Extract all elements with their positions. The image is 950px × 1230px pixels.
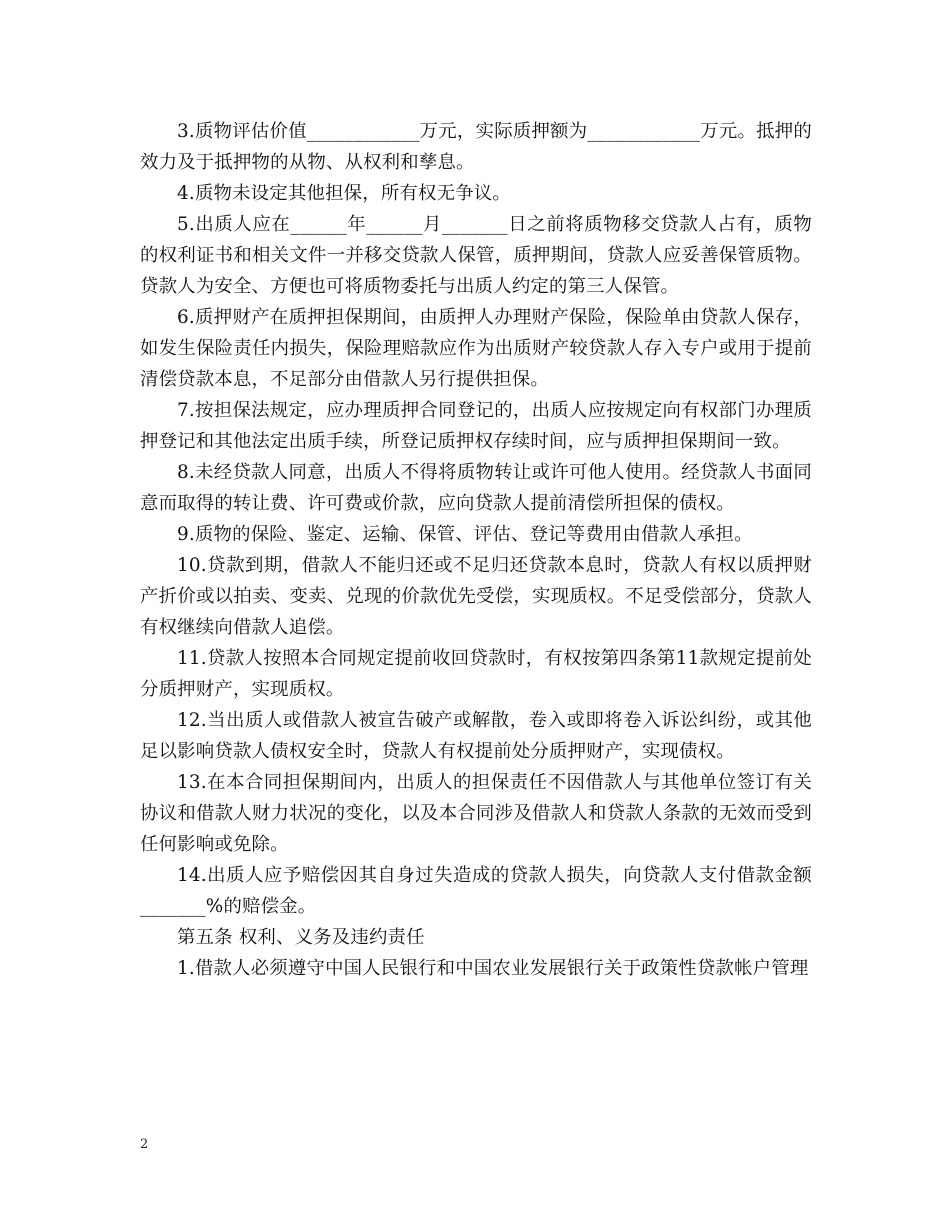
page-number: 2 [140, 1137, 149, 1152]
clause-5: 5.出质人应在______年______月_______日之前将质物移交贷款人占有，质物的权利证书和相关文件一并移交贷款人保管，质押期间，贷款人应妥善保管质物。贷款人为安全、方便也可将质物委托与出质人约定的第三人保管。 [140, 214, 812, 297]
clause-13: 13.在本合同担保期间内，出质人的担保责任不因借款人与其他单位签订有关协议和借款人财力状况的变化，以及本合同涉及借款人和贷款人条款的无效而受到任何影响或免除。 [140, 772, 812, 855]
clause-4: 4.质物未设定其他担保，所有权无争议。 [177, 183, 511, 204]
clause-6: 6.质押财产在质押担保期间，由质押人办理财产保险，保险单由贷款人保存，如发生保险责任内损失，保险理赔款应作为出质财产较贷款人存入专户或用于提前清偿贷款本息，不足部分由借款人另行提供担保。 [140, 307, 812, 390]
clause-14: 14.出质人应予赔偿因其自身过失造成的贷款人损失，向贷款人支付借款金额_______%的赔偿金。 [140, 865, 812, 917]
article-5-clause-1: 1.借款人必须遵守中国人民银行和中国农业发展银行关于政策性贷款帐户管理 [177, 958, 809, 979]
clause-11: 11.贷款人按照本合同规定提前收回贷款时，有权按第四条第11款规定提前处分质押财产，实现质权。 [140, 648, 812, 700]
contract-body [140, 116, 812, 984]
clause-9: 9.质物的保险、鉴定、运输、保管、评估、登记等费用由借款人承担。 [177, 524, 753, 545]
clause-7: 7.按担保法规定，应办理质押合同登记的，出质人应按规定向有权部门办理质押登记和其他法定出质手续，所登记质押权存续时间，应与质押担保期间一致。 [140, 400, 812, 452]
clause-3: 3.质物评估价值____________万元，实际质押额为____________万元。抵押的效力及于抵押物的从物、从权利和孳息。 [140, 121, 812, 173]
clause-8: 8.未经贷款人同意，出质人不得将质物转让或许可他人使用。经贷款人书面同意而取得的转让费、许可费或价款，应向贷款人提前清偿所担保的债权。 [140, 462, 812, 514]
clause-10: 10.贷款到期，借款人不能归还或不足归还贷款本息时，贷款人有权以质押财产折价或以拍卖、变卖、兑现的价款优先受偿，实现质权。不足受偿部分，贷款人有权继续向借款人追偿。 [140, 555, 812, 638]
clause-12: 12.当出质人或借款人被宣告破产或解散，卷入或即将卷入诉讼纠纷，或其他足以影响贷款人债权安全时，贷款人有权提前处分质押财产，实现债权。 [140, 710, 812, 762]
article-5-heading: 第五条 权利、义务及违约责任 [177, 927, 425, 948]
